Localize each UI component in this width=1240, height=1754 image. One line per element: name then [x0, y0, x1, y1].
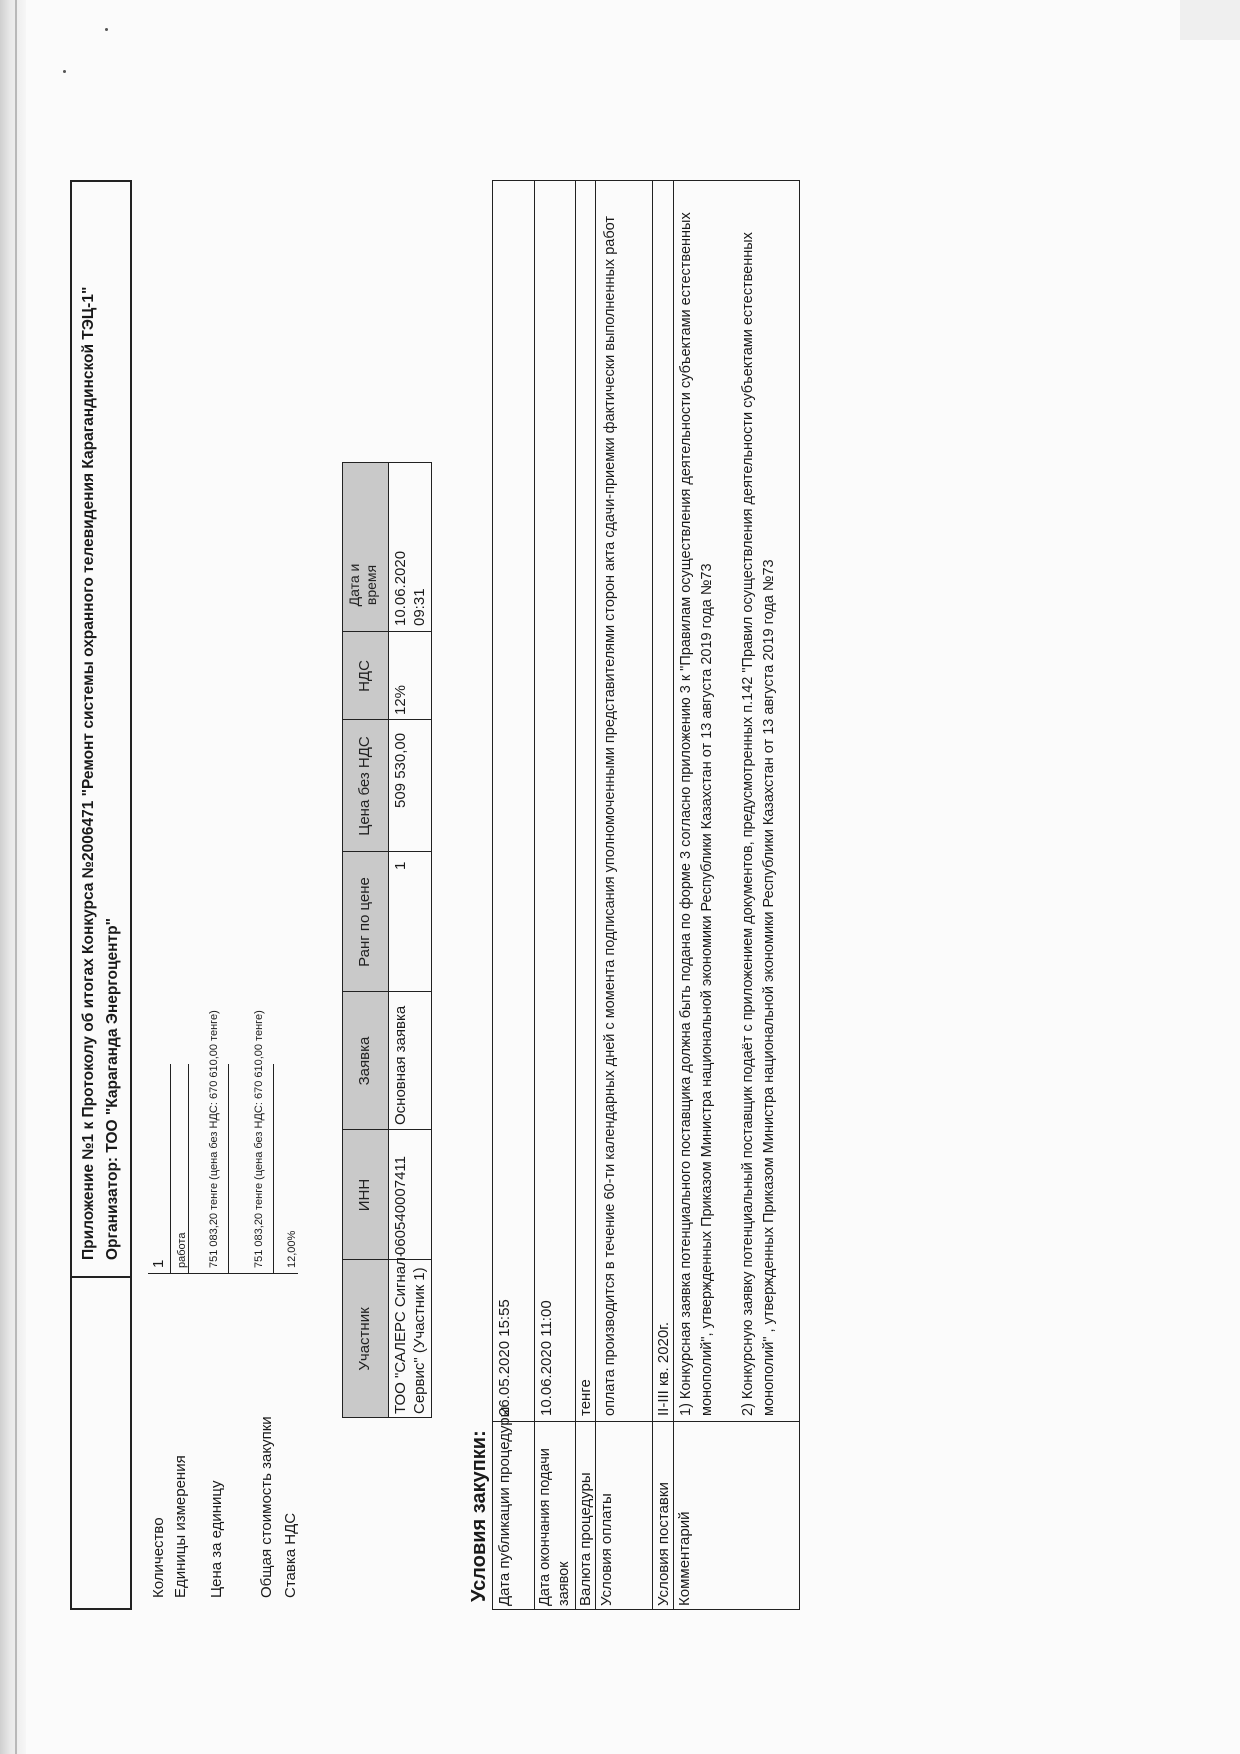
lot-value: 12,00%	[286, 1230, 298, 1268]
lot-label: Ставка НДС	[282, 1512, 299, 1598]
scan-speck	[63, 70, 66, 73]
condition-value: 26.05.2020 15:55	[496, 1299, 513, 1416]
condition-label: Условия поставки	[655, 1482, 672, 1606]
lot-label: Общая стоимость закупки	[258, 1416, 275, 1598]
participant-rank: 1	[392, 861, 409, 870]
condition-value: 10.06.2020 11:00	[538, 1300, 555, 1416]
scan-corner-shade	[1180, 0, 1240, 40]
conditions-title: Условия закупки:	[468, 1430, 490, 1602]
scan-edge-shadow	[0, 0, 26, 1754]
condition-label: Валюта процедуры	[577, 1472, 594, 1606]
lot-label: Количество	[150, 1517, 167, 1598]
lot-label: Единицы измерения	[172, 1455, 189, 1598]
scan-speck	[105, 28, 108, 31]
header-box	[70, 180, 132, 1610]
lot-label: Цена за единицу	[208, 1480, 225, 1598]
lot-value: 751 083,20 тенге (цена без НДС: 670 610,00 тенге)	[208, 1010, 220, 1268]
lot-value: работа	[176, 1232, 188, 1268]
lot-value: 751 083,20 тенге (цена без НДС: 670 610,00 тенге)	[253, 1010, 265, 1268]
condition-label: Условия оплаты	[598, 1493, 615, 1606]
rotated-document	[70, 50, 1070, 1610]
header-title: Приложение №1 к Протоколу об итогах Конкурса №2006471 "Ремонт системы охранного телевидения Карагандинской ТЭЦ-1"	[80, 286, 97, 1260]
participant-date: 10.06.2020	[392, 550, 409, 626]
column-header: Цена без НДС	[356, 736, 373, 836]
condition-label: Дата окончания подачи заявок	[537, 1448, 572, 1606]
scan-edge-line	[15, 0, 17, 1754]
participant-bid: Основная заявка	[392, 1005, 409, 1125]
participant-name: ТОО "САЛЕРС Сигнал-	[392, 1252, 409, 1414]
participant-price: 509 530,00	[392, 732, 409, 808]
participant-vat: 12%	[392, 684, 409, 715]
participant-name: Сервис" (Участник 1)	[411, 1267, 428, 1414]
lot-value: 1	[150, 1259, 167, 1268]
condition-value: II-III кв. 2020г.	[655, 1321, 672, 1416]
participant-inn: 060540007411	[392, 1156, 409, 1255]
header-organizer: Организатор: ТОО "Караганда Энергоцентр"	[104, 918, 121, 1260]
column-header: Заявка	[356, 1036, 373, 1086]
condition-value: оплата производится в течение 60-ти календарных дней с момента подписания уполномоченными представителями сторон акта сдачи-приемки фактически выполненных работ	[602, 215, 618, 1416]
column-header: Дата и время	[346, 563, 379, 607]
participant-time: 09:31	[411, 588, 428, 626]
column-header: НДС	[356, 660, 373, 692]
column-header: Участник	[356, 1307, 373, 1371]
condition-label: Комментарий	[676, 1511, 693, 1606]
column-header: Ранг по цене	[356, 877, 373, 967]
condition-comment-1: 1) Конкурсная заявка потенциального поставщика должна быть подана по форме 3 согласно приложению 3 к "Правилам осуществления деятельности субъектами естественных монополий", утвержденных Приказом Министра национальной экономики Республики Казахстан от 13 августа 2019 года №73	[678, 212, 715, 1416]
column-header: ИНН	[356, 1178, 373, 1212]
condition-value: тенге	[577, 1379, 594, 1416]
condition-comment-2: 2) Конкурсную заявку потенциальный поставщик подаёт с приложением документов, предусмотренных п.142 "Правил осуществления деятельности субъектами естественных монополий" , утвержденных Приказом Министра национальной экономики Республики Казахстан от 13 августа 2019 года №73	[740, 232, 777, 1416]
condition-label: Дата публикации процедуры	[496, 1406, 513, 1606]
